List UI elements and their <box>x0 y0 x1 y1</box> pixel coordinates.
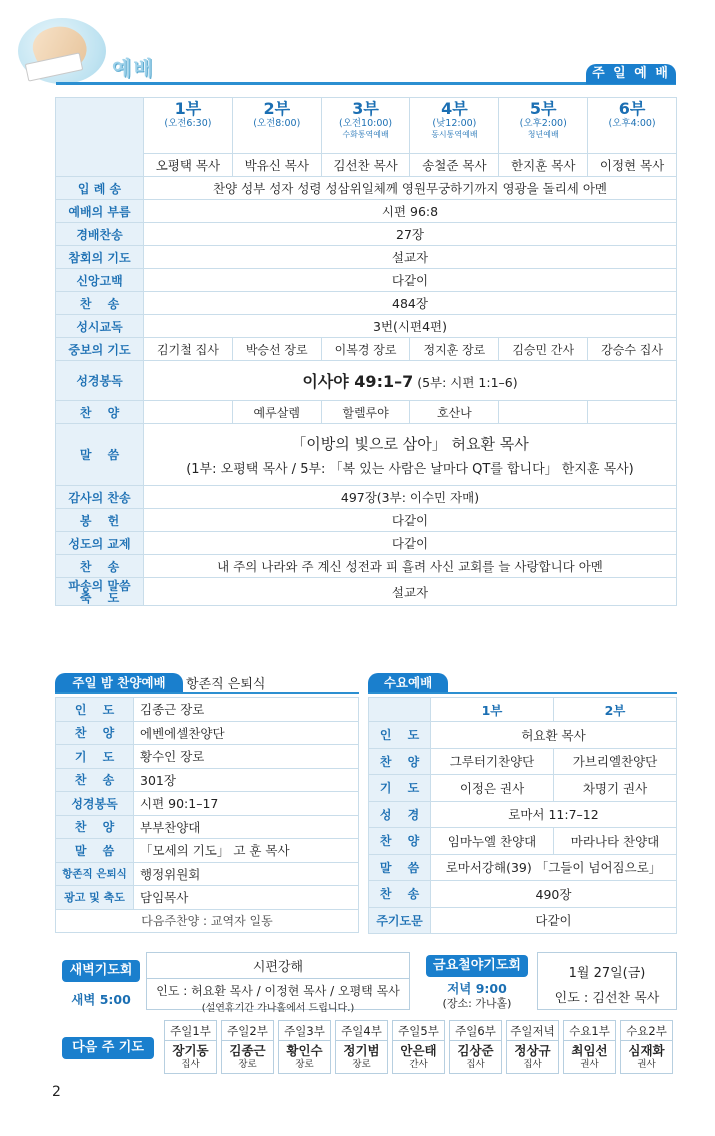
row-label: 말 씀 <box>56 839 134 863</box>
row-label: 항존직 은퇴식 <box>56 862 134 886</box>
prayer-slot: 수요1부 <box>563 1020 616 1040</box>
row-label: 광고 및 축도 <box>56 886 134 910</box>
evening-row <box>56 745 359 769</box>
row-label: 주기도문 <box>369 907 431 934</box>
person-title: 장로 <box>352 1059 371 1070</box>
benediction-row <box>56 578 677 606</box>
sunday-worship-table <box>55 97 677 606</box>
part-header: 2부 <box>554 698 677 722</box>
prayer-slot: 주일4부 <box>335 1020 388 1040</box>
row-label: 성경봉독 <box>56 361 144 401</box>
row-value: 시편 96:8 <box>144 200 677 223</box>
friday-leader: 인도 : 김선찬 목사 <box>554 991 660 1006</box>
part-name: 1부 <box>174 99 202 118</box>
dawn-prayer-time: 새벽 5:00 <box>71 992 131 1007</box>
row-value: 임마누엘 찬양대 <box>431 828 554 855</box>
scripture-main: 이사야 49:1–7 <box>302 372 414 391</box>
row-label: 봉 헌 <box>56 509 144 532</box>
row-value: 허요환 목사 <box>431 722 677 749</box>
person-title: 집사 <box>466 1059 485 1070</box>
part-header <box>410 98 499 154</box>
row-label: 경배찬송 <box>56 223 144 246</box>
row-label: 참회의 기도 <box>56 246 144 269</box>
person-name: 정상규 <box>514 1043 551 1058</box>
choir-row <box>56 401 677 424</box>
row-value: 행정위원회 <box>134 862 359 886</box>
prayer-slot: 수요2부 <box>620 1020 673 1040</box>
row-label: 성 경 <box>369 801 431 828</box>
wednesday-row <box>369 881 677 908</box>
entrance-hymn-row <box>56 177 677 200</box>
confession-prayer-row <box>56 246 677 269</box>
row-value: 301장 <box>134 768 359 792</box>
prayer-person <box>449 1040 502 1074</box>
evening-row <box>56 862 359 886</box>
next-week-praise: 다음주찬양 : 교역자 일동 <box>56 909 359 933</box>
row-value: 다같이 <box>144 269 677 292</box>
row-value: 497장(3부: 이수민 자매) <box>144 486 677 509</box>
row-value: 김종근 장로 <box>134 698 359 722</box>
part-time: (오후4:00) <box>608 118 656 129</box>
part-name: 2부 <box>263 99 291 118</box>
part-header <box>321 98 410 154</box>
prayer-leader: 김기철 집사 <box>144 338 233 361</box>
person-title: 권사 <box>637 1059 656 1070</box>
prayer-person <box>392 1040 445 1074</box>
friday-prayer-time: 저녁 9:00 <box>447 981 507 996</box>
row-value: 3번(시편4편) <box>144 315 677 338</box>
row-label: 감사의 찬송 <box>56 486 144 509</box>
prayer-leader: 박승선 장로 <box>232 338 321 361</box>
person-name: 김종근 <box>229 1043 266 1058</box>
dawn-note: (설연휴기간 가나홀에서 드립니다.) <box>201 1003 355 1014</box>
friday-date: 1월 27일(금) <box>568 966 646 981</box>
wednesday-row <box>369 907 677 934</box>
creed-row <box>56 269 677 292</box>
responsive-reading-row <box>56 315 677 338</box>
worship-hymn-row <box>56 223 677 246</box>
row-label: 인 도 <box>56 698 134 722</box>
part-header <box>588 98 677 154</box>
pastor-cell: 박유신 목사 <box>232 154 321 177</box>
row-value: 설교자 <box>144 246 677 269</box>
prayer-person <box>278 1040 331 1074</box>
pastor-cell: 이정현 목사 <box>588 154 677 177</box>
prayer-person <box>164 1040 217 1074</box>
sermon-title: 「이방의 빛으로 삼아」 허요환 목사 <box>291 434 529 453</box>
person-name: 정기범 <box>343 1043 380 1058</box>
row-value: 다같이 <box>144 532 677 555</box>
corner-cell <box>56 98 144 177</box>
person-name: 황인수 <box>286 1043 323 1058</box>
row-value: 찬양 성부 성자 성령 성삼위일체께 영원무궁하기까지 영광을 돌리세 아멘 <box>144 177 677 200</box>
row-value: 로마서강해(39) 「그들이 넘어짐으로」 <box>431 854 677 881</box>
prayer-slot: 주일5부 <box>392 1020 445 1040</box>
person-name: 심재화 <box>628 1043 665 1058</box>
pastor-cell: 오평택 목사 <box>144 154 233 177</box>
part-time: (오후2:00) <box>519 118 567 129</box>
choir-cell <box>499 401 588 424</box>
dawn-topic: 시편강해 <box>147 956 409 979</box>
evening-next-row <box>56 909 359 933</box>
part-name: 3부 <box>352 99 379 118</box>
row-label: 성시교독 <box>56 315 144 338</box>
sermon-row <box>56 424 677 486</box>
evening-subtitle: 항존직 은퇴식 <box>186 677 266 692</box>
row-value: 황수인 장로 <box>134 745 359 769</box>
prayer-person <box>620 1040 673 1074</box>
part-sub: 청년예배 <box>527 130 559 139</box>
prayer-person <box>221 1040 274 1074</box>
row-label: 찬 송 <box>56 292 144 315</box>
row-value: 490장 <box>431 881 677 908</box>
dawn-prayer-title: 새벽기도회 <box>62 960 140 982</box>
part-name: 6부 <box>618 99 646 118</box>
row-label: 성도의 교제 <box>56 532 144 555</box>
prayer-slot: 주일6부 <box>449 1020 502 1040</box>
wednesday-row <box>369 775 677 802</box>
person-title: 간사 <box>409 1059 428 1070</box>
row-value: 차명기 권사 <box>554 775 677 802</box>
call-to-worship-row <box>56 200 677 223</box>
row-value: 27장 <box>144 223 677 246</box>
row-label: 찬 송 <box>56 555 144 578</box>
evening-row <box>56 815 359 839</box>
prayer-leader: 정지훈 장로 <box>410 338 499 361</box>
row-value: 「모세의 기도」 고 훈 목사 <box>134 839 359 863</box>
row-label: 성경봉독 <box>56 792 134 816</box>
scripture-reading-row <box>56 361 677 401</box>
thanksgiving-hymn-row <box>56 486 677 509</box>
wednesday-row <box>369 854 677 881</box>
row-value <box>144 424 677 486</box>
row-value: 시편 90:1–17 <box>134 792 359 816</box>
part-name: 5부 <box>529 99 557 118</box>
friday-prayer-place: (장소: 가나홀) <box>442 997 512 1010</box>
row-value: 담임목사 <box>134 886 359 910</box>
page-header <box>0 0 715 96</box>
part-header <box>144 98 233 154</box>
prayer-leader: 강승수 집사 <box>588 338 677 361</box>
row-label: 기 도 <box>56 745 134 769</box>
row-label: 말 씀 <box>56 424 144 486</box>
row-label: 입 례 송 <box>56 177 144 200</box>
row-value <box>144 361 677 401</box>
part-time: (오전6:30) <box>164 118 212 129</box>
fellowship-row <box>56 532 677 555</box>
evening-row <box>56 698 359 722</box>
choir-cell <box>588 401 677 424</box>
prayer-slot: 주일저녁 <box>506 1020 559 1040</box>
parts-header-row <box>56 98 677 154</box>
row-label: 예배의 부름 <box>56 200 144 223</box>
person-name: 최임선 <box>571 1043 608 1058</box>
dawn-prayer-box <box>146 952 410 1014</box>
part-header <box>232 98 321 154</box>
prayer-leader: 이복경 장로 <box>321 338 410 361</box>
part-name: 4부 <box>441 99 468 118</box>
corner-cell <box>369 698 431 722</box>
row-label: 말 씀 <box>369 854 431 881</box>
friday-prayer-title: 금요철야기도회 <box>426 955 528 977</box>
evening-row <box>56 721 359 745</box>
sermon-note: (1부: 오평택 목사 / 5부: 「복 있는 사람은 날마다 QT를 합니다」 한지훈 목사) <box>186 461 634 477</box>
row-value: 484장 <box>144 292 677 315</box>
part-time: (낮12:00) <box>432 118 477 129</box>
prayer-leader: 김승민 간사 <box>499 338 588 361</box>
row-value: 에벤에셀찬양단 <box>134 721 359 745</box>
wednesday-row <box>369 801 677 828</box>
evening-divider <box>55 692 359 694</box>
evening-row <box>56 768 359 792</box>
scripture-note: (5부: 시편 1:1–6) <box>417 375 518 390</box>
wednesday-worship-table <box>368 697 677 934</box>
person-name: 김상준 <box>457 1043 494 1058</box>
person-title: 장로 <box>295 1059 314 1070</box>
prayer-person <box>563 1040 616 1074</box>
header-divider <box>56 82 676 85</box>
pastor-cell: 송철준 목사 <box>410 154 499 177</box>
row-value: 부부찬양대 <box>134 815 359 839</box>
row-label: 찬 양 <box>369 828 431 855</box>
row-label: 찬 송 <box>369 881 431 908</box>
row-value: 마라나타 찬양대 <box>554 828 677 855</box>
row-value: 그루터기찬양단 <box>431 748 554 775</box>
pastors-row <box>56 154 677 177</box>
part-sub: 동시통역예배 <box>431 130 478 139</box>
dawn-leaders: 인도 : 허요환 목사 / 이정현 목사 / 오평택 목사 <box>156 984 400 998</box>
row-value: 가브리엘찬양단 <box>554 748 677 775</box>
row-label: 신앙고백 <box>56 269 144 292</box>
row-label <box>56 578 144 606</box>
row-label: 찬 양 <box>56 721 134 745</box>
choir-cell: 호산나 <box>410 401 499 424</box>
part-header: 1부 <box>431 698 554 722</box>
row-value: 내 주의 나라와 주 계신 성전과 피 흘려 사신 교회를 늘 사랑합니다 아멘 <box>144 555 677 578</box>
prayer-slot: 주일2부 <box>221 1020 274 1040</box>
next-week-slots-row <box>164 1020 673 1040</box>
next-week-names-row <box>164 1040 673 1074</box>
intercessory-prayer-row <box>56 338 677 361</box>
prayer-person <box>506 1040 559 1074</box>
wednesday-row <box>369 748 677 775</box>
hymn-row <box>56 292 677 315</box>
row-label: 인 도 <box>369 722 431 749</box>
offering-row <box>56 509 677 532</box>
row-value: 이정은 권사 <box>431 775 554 802</box>
part-header <box>499 98 588 154</box>
part-time: (오전10:00) <box>338 118 393 129</box>
row-label: 찬 송 <box>56 768 134 792</box>
prayer-person <box>335 1040 388 1074</box>
person-title: 권사 <box>580 1059 599 1070</box>
next-week-prayer-title: 다음 주 기도 <box>62 1037 154 1059</box>
sunday-worship-tab: 주 일 예 배 <box>586 64 676 84</box>
evening-worship-table <box>55 697 359 933</box>
choir-cell: 예루살렘 <box>232 401 321 424</box>
page-number: 2 <box>52 1084 61 1100</box>
pastor-cell: 김선찬 목사 <box>321 154 410 177</box>
wednesday-row <box>369 722 677 749</box>
row-value: 로마서 11:7–12 <box>431 801 677 828</box>
row-label: 중보의 기도 <box>56 338 144 361</box>
row-value: 다같이 <box>144 509 677 532</box>
wednesday-header-row <box>369 698 677 722</box>
closing-hymn-row <box>56 555 677 578</box>
wednesday-worship-tab: 수요예배 <box>368 673 448 692</box>
person-title: 집사 <box>523 1059 542 1070</box>
choir-cell: 할렐루야 <box>321 401 410 424</box>
row-value: 다같이 <box>431 907 677 934</box>
evening-worship-tab: 주일 밤 찬양예배 <box>55 673 183 692</box>
prayer-slot: 주일1부 <box>164 1020 217 1040</box>
row-label: 기 도 <box>369 775 431 802</box>
friday-prayer-box <box>537 952 677 1010</box>
choir-cell <box>144 401 233 424</box>
next-week-prayer-table <box>160 1020 677 1074</box>
row-label: 찬 양 <box>56 401 144 424</box>
person-name: 안은태 <box>400 1043 437 1058</box>
evening-row <box>56 792 359 816</box>
sending-word-label: 파송의 말씀 <box>68 578 131 593</box>
evening-row <box>56 839 359 863</box>
part-time: (오전8:00) <box>253 118 301 129</box>
person-title: 장로 <box>238 1059 257 1070</box>
wednesday-row <box>369 828 677 855</box>
person-name: 장기동 <box>172 1043 209 1058</box>
pastor-cell: 한지훈 목사 <box>499 154 588 177</box>
prayer-slot: 주일3부 <box>278 1020 331 1040</box>
row-label: 찬 양 <box>369 748 431 775</box>
row-value: 설교자 <box>144 578 677 606</box>
part-sub: 수화통역예배 <box>342 130 389 139</box>
evening-row <box>56 886 359 910</box>
person-title: 집사 <box>181 1059 200 1070</box>
section-title: 예배 <box>112 56 155 80</box>
row-label: 찬 양 <box>56 815 134 839</box>
benediction-label: 축 도 <box>79 590 120 605</box>
wednesday-divider <box>368 692 677 694</box>
